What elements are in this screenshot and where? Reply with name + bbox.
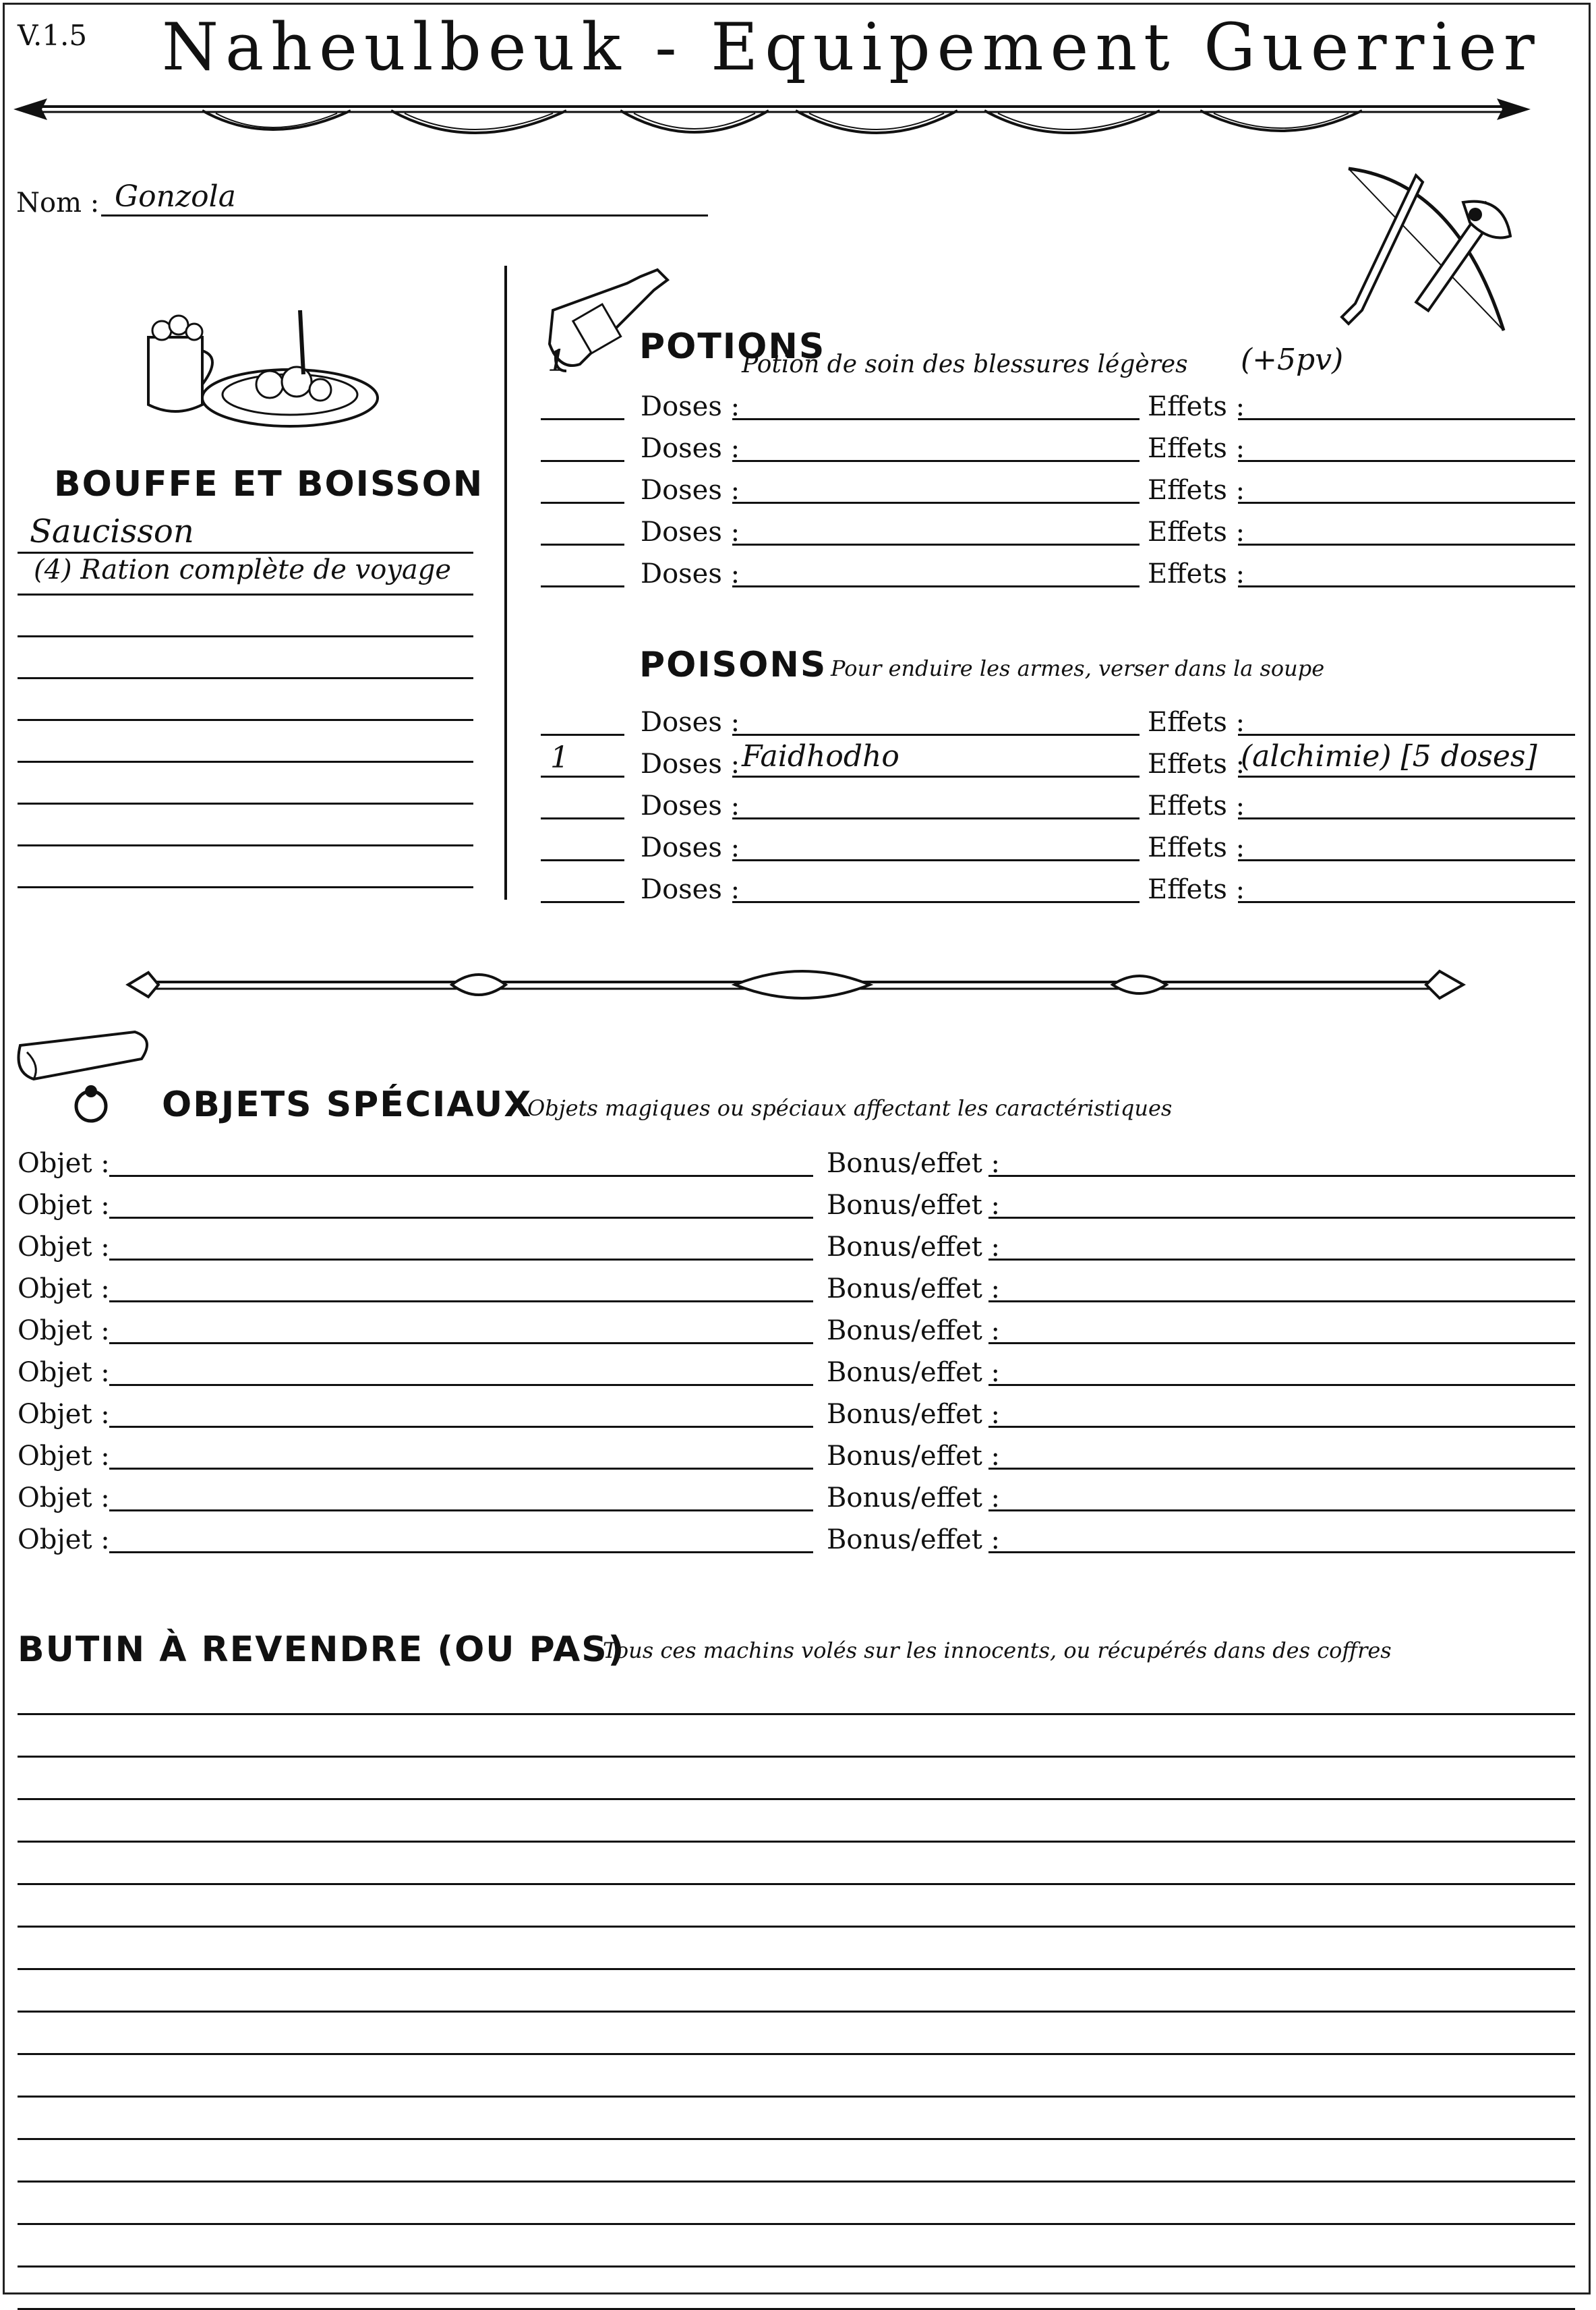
bonus-label: Bonus/effet : [827,1482,1001,1513]
food-line [18,677,473,679]
bonus-line[interactable] [988,1468,1575,1470]
bonus-line[interactable] [988,1300,1575,1302]
potions-qty-line [541,460,624,462]
poisons-effets-label: Effets : [1148,749,1245,780]
poisons-qty-line [541,817,624,819]
food-line [18,552,473,554]
poisons-effets-label: Effets : [1148,707,1245,738]
poisons-doses-label: Doses : [641,832,740,863]
poisons-qty-line [541,859,624,861]
food-heading: BOUFFE ET BOISSON [54,464,484,504]
special-heading: OBJETS SPÉCIAUX [162,1085,533,1125]
food-line [18,803,473,805]
poisons-name-line [732,776,1140,778]
objet-label: Objet : [18,1190,110,1221]
potions-name-line [732,460,1140,462]
poisons-qty-line [541,776,624,778]
potions-doses-label: Doses : [641,558,740,589]
loot-line[interactable] [18,1968,1575,1970]
bonus-line[interactable] [988,1175,1575,1177]
potions-qty-line [541,544,624,546]
objet-label: Objet : [18,1357,110,1388]
poisons-name-line [732,859,1140,861]
objet-line[interactable] [109,1217,813,1219]
nom-line [101,214,708,216]
page-title: Naheulbeuk - Equipement Guerrier [162,9,1541,85]
loot-line[interactable] [18,2265,1575,2268]
poisons-qty[interactable]: 1 [550,741,569,775]
loot-line[interactable] [18,2181,1575,2183]
objet-label: Objet : [18,1482,110,1513]
objet-label: Objet : [18,1232,110,1263]
potions-doses-label: Doses : [641,391,740,422]
poisons-effect-line [1238,776,1575,778]
potions-effect-line [1238,418,1575,420]
poisons-doses-label: Doses : [641,874,740,905]
bonus-label: Bonus/effet : [827,1273,1001,1304]
nom-label: Nom : [16,187,100,219]
potions-effets-label: Effets : [1148,558,1245,589]
bonus-line[interactable] [988,1426,1575,1428]
potions-effect-line [1238,460,1575,462]
weapons-icon [1322,155,1524,351]
potions-name-line [732,585,1140,587]
poisons-doses-label: Doses : [641,707,740,738]
bonus-label: Bonus/effet : [827,1357,1001,1388]
objet-label: Objet : [18,1148,110,1179]
poisons-qty-line [541,901,624,903]
objet-line[interactable] [109,1384,813,1386]
loot-line[interactable] [18,2011,1575,2013]
bonus-line[interactable] [988,1217,1575,1219]
bonus-label: Bonus/effet : [827,1190,1001,1221]
objet-line[interactable] [109,1468,813,1470]
potions-effect-line [1238,502,1575,504]
potions-name-line [732,418,1140,420]
poisons-effets-label: Effets : [1148,790,1245,821]
scroll-ring-icon [13,1025,162,1133]
potions-doses-label: Doses : [641,517,740,548]
objet-label: Objet : [18,1524,110,1555]
bonus-line[interactable] [988,1509,1575,1511]
food-line [18,635,473,637]
loot-line[interactable] [18,2053,1575,2055]
bonus-label: Bonus/effet : [827,1441,1001,1472]
bonus-label: Bonus/effet : [827,1315,1001,1346]
food-line [18,844,473,846]
loot-line[interactable] [18,2138,1575,2140]
objet-line[interactable] [109,1426,813,1428]
potions-subtitle[interactable]: Potion de soin des blessures légères [742,351,1188,378]
bonus-label: Bonus/effet : [827,1232,1001,1263]
loot-line[interactable] [18,1926,1575,1928]
special-subtitle: Objets magiques ou spéciaux affectant les caractéristiques [527,1095,1173,1121]
loot-line[interactable] [18,1883,1575,1885]
potions-qty-line [541,418,624,420]
poisons-effect-line [1238,817,1575,819]
objet-line[interactable] [109,1551,813,1553]
potions-effets-label: Effets : [1148,391,1245,422]
loot-line[interactable] [18,1798,1575,1800]
poisons-qty-line [541,734,624,736]
poisons-doses-label: Doses : [641,749,740,780]
bonus-label: Bonus/effet : [827,1399,1001,1430]
spear-divider-icon [13,81,1531,155]
potions-effets-label: Effets : [1148,475,1245,506]
bonus-label: Bonus/effet : [827,1148,1001,1179]
poisons-name-line [732,817,1140,819]
objet-label: Objet : [18,1273,110,1304]
food-line [18,594,473,596]
potions-effets-label: Effets : [1148,517,1245,548]
potions-name-line [732,544,1140,546]
loot-heading: BUTIN À REVENDRE (OU PAS) [18,1629,626,1670]
column-divider [504,266,507,900]
staff-divider-icon [128,958,1463,1012]
poisons-effets-label: Effets : [1148,832,1245,863]
loot-line[interactable] [18,2223,1575,2225]
food-item[interactable]: (4) Ration complète de voyage [34,554,452,585]
poisons-effect-line [1238,734,1575,736]
potions-effect-line [1238,544,1575,546]
potions-effect-note[interactable]: (+5pv) [1241,343,1344,377]
loot-line[interactable] [18,1841,1575,1843]
potions-doses-label: Doses : [641,475,740,506]
loot-line[interactable] [18,1756,1575,1758]
objet-line[interactable] [109,1300,813,1302]
food-item[interactable]: Saucisson [30,513,194,550]
food-line [18,719,473,721]
objet-line[interactable] [109,1509,813,1511]
food-line [18,886,473,888]
poisons-effets-label: Effets : [1148,874,1245,905]
potions-doses-label: Doses : [641,433,740,464]
loot-line[interactable] [18,2096,1575,2098]
objet-line[interactable] [109,1342,813,1344]
objet-line[interactable] [109,1259,813,1261]
poisons-doses-label: Doses : [641,790,740,821]
bonus-label: Bonus/effet : [827,1524,1001,1555]
poisons-subtitle: Pour enduire les armes, verser dans la soupe [831,656,1325,681]
objet-line[interactable] [109,1175,813,1177]
nom-value[interactable]: Gonzola [115,179,236,214]
food-line [18,761,473,763]
potions-effect-line [1238,585,1575,587]
poisons-effect-line [1238,859,1575,861]
potions-qty-line [541,585,624,587]
poisons-name[interactable]: Faidhodho [742,739,899,774]
poisons-effect-line [1238,901,1575,903]
potions-heading: POTIONS [639,326,826,367]
potions-qty-note[interactable]: 1 [548,344,566,378]
bonus-line[interactable] [988,1551,1575,1553]
objet-label: Objet : [18,1315,110,1346]
objet-label: Objet : [18,1441,110,1472]
poisons-name-line [732,734,1140,736]
poisons-heading: POISONS [639,645,827,685]
potions-name-line [732,502,1140,504]
version-label: V.1.5 [18,19,88,52]
potions-qty-line [541,502,624,504]
bonus-line[interactable] [988,1259,1575,1261]
bonus-line[interactable] [988,1342,1575,1344]
potions-effets-label: Effets : [1148,433,1245,464]
food-icon [135,297,378,432]
loot-subtitle: Tous ces machins volés sur les innocents, ou récupérés dans des coffres [603,1638,1392,1663]
loot-line[interactable] [18,1713,1575,1715]
poisons-name-line [732,901,1140,903]
poisons-effect[interactable]: (alchimie) [5 doses] [1241,739,1537,774]
bonus-line[interactable] [988,1384,1575,1386]
objet-label: Objet : [18,1399,110,1430]
